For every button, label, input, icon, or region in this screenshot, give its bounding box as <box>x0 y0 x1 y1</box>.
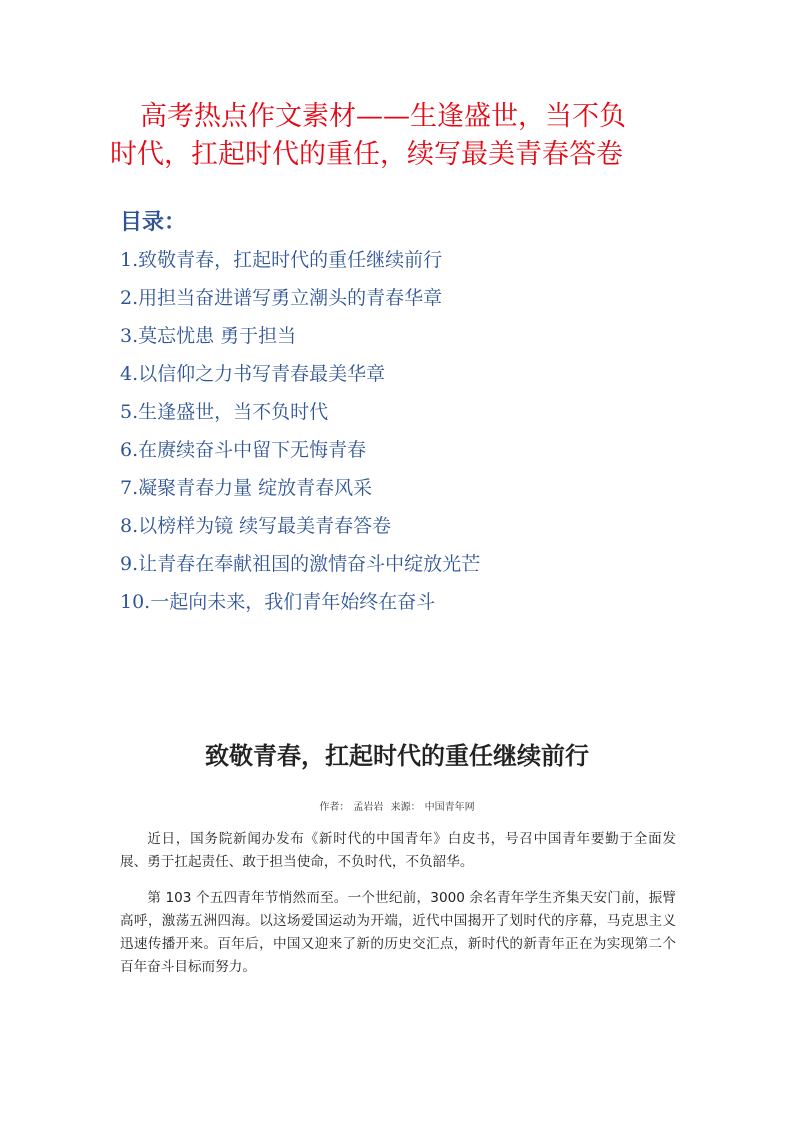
source-label: 来源： <box>390 802 421 813</box>
document-title <box>110 98 690 174</box>
document-title-line-1: 高考热点作文素材——生逢盛世，当不负 <box>140 101 626 132</box>
toc-heading: 目录： <box>120 210 187 235</box>
toc-item[interactable]: 7.凝聚青春力量 绽放青春风采 <box>120 477 373 499</box>
document-title-line-2: 时代，扛起时代的重任，续写最美青春答卷 <box>110 139 623 170</box>
toc-item[interactable]: 2.用担当奋进谱写勇立潮头的青春华章 <box>120 287 443 309</box>
toc-item[interactable]: 10.一起向未来，我们青年始终在奋斗 <box>120 591 436 613</box>
toc-item[interactable]: 5.生逢盛世，当不负时代 <box>120 401 329 423</box>
toc-item[interactable]: 6.在赓续奋斗中留下无悔青春 <box>120 439 367 461</box>
toc-item[interactable]: 4.以信仰之力书写青春最美华章 <box>120 363 386 385</box>
table-of-contents <box>120 244 480 624</box>
article-title: 致敬青春，扛起时代的重任继续前行 <box>205 742 589 770</box>
author-label: 作者： <box>319 802 350 813</box>
toc-item[interactable]: 8.以榜样为镜 续写最美青春答卷 <box>120 515 392 537</box>
author-name: 孟岩岩 <box>353 802 384 813</box>
toc-item[interactable]: 3.莫忘忧患 勇于担当 <box>120 325 297 347</box>
toc-item[interactable]: 1.致敬青春，扛起时代的重任继续前行 <box>120 249 443 271</box>
article-byline <box>0 798 794 813</box>
article-paragraph: 第 103 个五四青年节悄然而至。一个世纪前，3000 余名青年学生齐集天安门前，振臂高呼，激荡五洲四海。以这场爱国运动为开端，近代中国揭开了划时代的序幕，马克思主义迅速传播开来。百年后，中国又迎来了新的历史交汇点，新时代的新青年正在为实现第二个百年奋斗目标而努力。 <box>120 890 676 975</box>
toc-item[interactable]: 9.让青春在奉献祖国的激情奋斗中绽放光芒 <box>120 553 481 575</box>
article-paragraph: 近日，国务院新闻办发布《新时代的中国青年》白皮书，号召中国青年要勤于全面发展、勇于扛起责任、敢于担当使命，不负时代，不负韶华。 <box>120 831 676 870</box>
source-name: 中国青年网 <box>424 802 475 813</box>
